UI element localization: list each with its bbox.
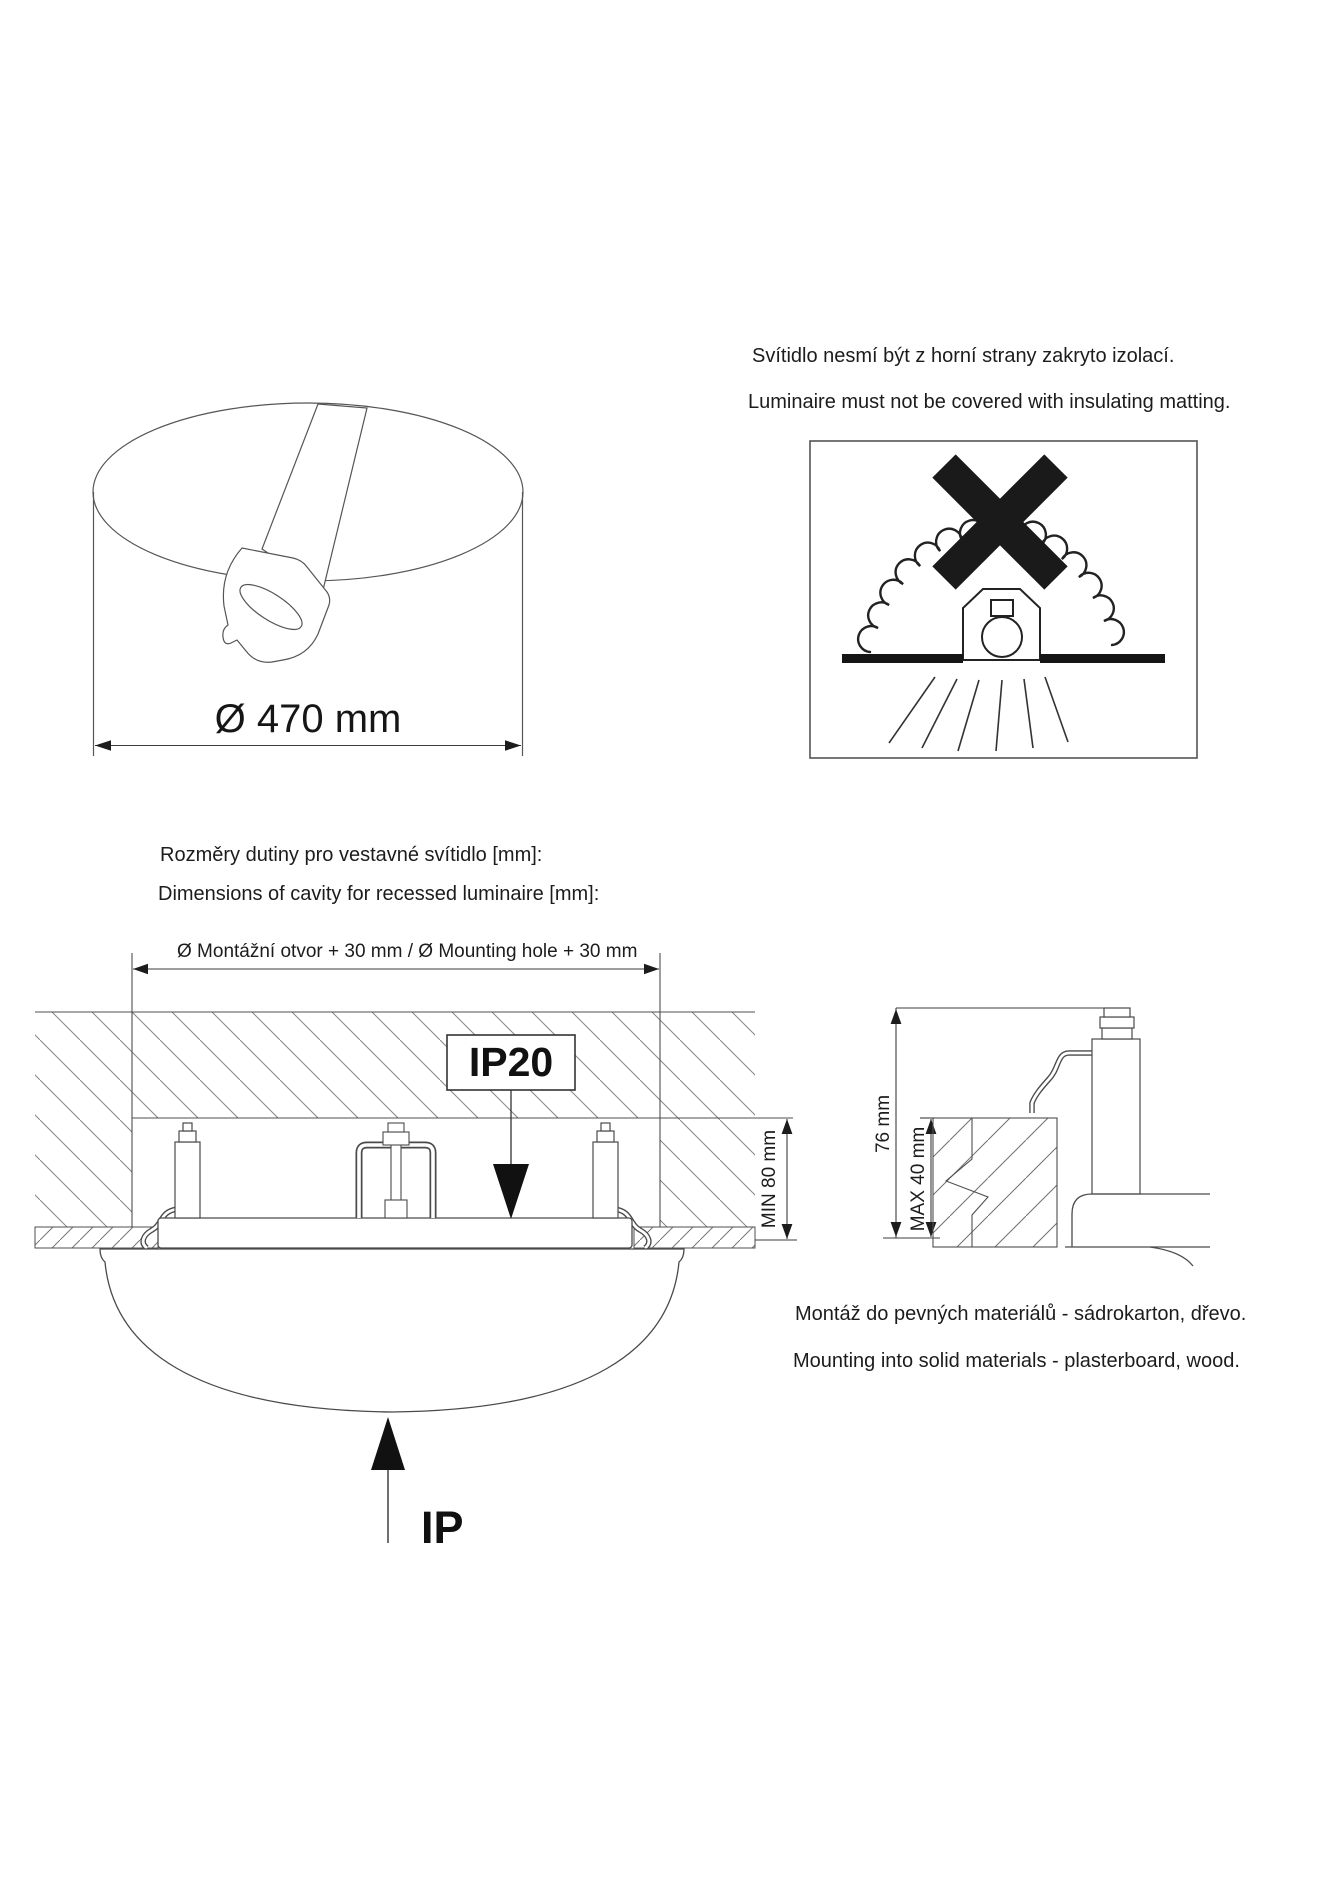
dim-arrow-up-icon [891, 1009, 902, 1024]
centre-bracket [359, 1123, 433, 1218]
dome-diffuser [100, 1249, 684, 1412]
detail-spring-clip [1032, 1053, 1092, 1113]
luminaire-base-plate [158, 1218, 632, 1248]
dim-arrow-down-icon [782, 1224, 793, 1239]
cavity-cross-section [35, 953, 797, 1543]
lamp-neck [991, 600, 1013, 616]
dim-arrow-left-icon [133, 964, 148, 974]
plasterboard-strip-left [35, 1227, 158, 1248]
plasterboard-strip-right [634, 1227, 755, 1248]
dim-arrow-down-icon [891, 1222, 902, 1237]
mounting-detail-figure [883, 1008, 1210, 1266]
dim-arrow-right-icon [644, 964, 659, 974]
mounting-note-en: Mounting into solid materials - plasterboard, wood. [793, 1350, 1240, 1372]
ip-arrow-label: IP [421, 1502, 464, 1553]
total-height-label: 76 mm [873, 1094, 894, 1154]
dim-arrow-up-icon [782, 1119, 793, 1134]
lamp-bulb [982, 617, 1022, 657]
mounting-note-cz: Montáž do pevných materiálů - sádrokarton, dřevo. [795, 1303, 1247, 1325]
insulation-warning-text-en: Luminaire must not be covered with insulating matting. [748, 391, 1231, 413]
detail-post [1092, 1008, 1140, 1194]
min-depth-label: MIN 80 mm [759, 1129, 780, 1229]
ceiling-bar-left [842, 654, 963, 663]
insulation-warning-text-cz: Svítidlo nesmí být z horní strany zakryto izolací. [752, 345, 1175, 367]
cavity-heading-en: Dimensions of cavity for recessed luminaire [mm]: [158, 883, 600, 905]
mounting-hole-dim-label: Ø Montážní otvor + 30 mm / Ø Mounting hole + 30 mm [177, 941, 638, 962]
mounting-post-right [593, 1123, 618, 1218]
ip20-rating-label: IP20 [468, 1039, 554, 1085]
detail-luminaire-flange [1065, 1194, 1210, 1266]
board-block [933, 1118, 1057, 1247]
insulation-warning-pictogram [810, 441, 1197, 758]
ceiling-bar-right [1040, 654, 1165, 663]
mounting-post-left [175, 1123, 200, 1218]
max-thickness-label: MAX 40 mm [908, 1126, 929, 1232]
hole-diameter-label: Ø 470 mm [214, 697, 402, 741]
mounting-hole-dimension [133, 964, 659, 974]
ip-arrow-icon [371, 1417, 405, 1543]
cavity-heading-cz: Rozměry dutiny pro vestavné svítidlo [mm]: [160, 844, 543, 866]
